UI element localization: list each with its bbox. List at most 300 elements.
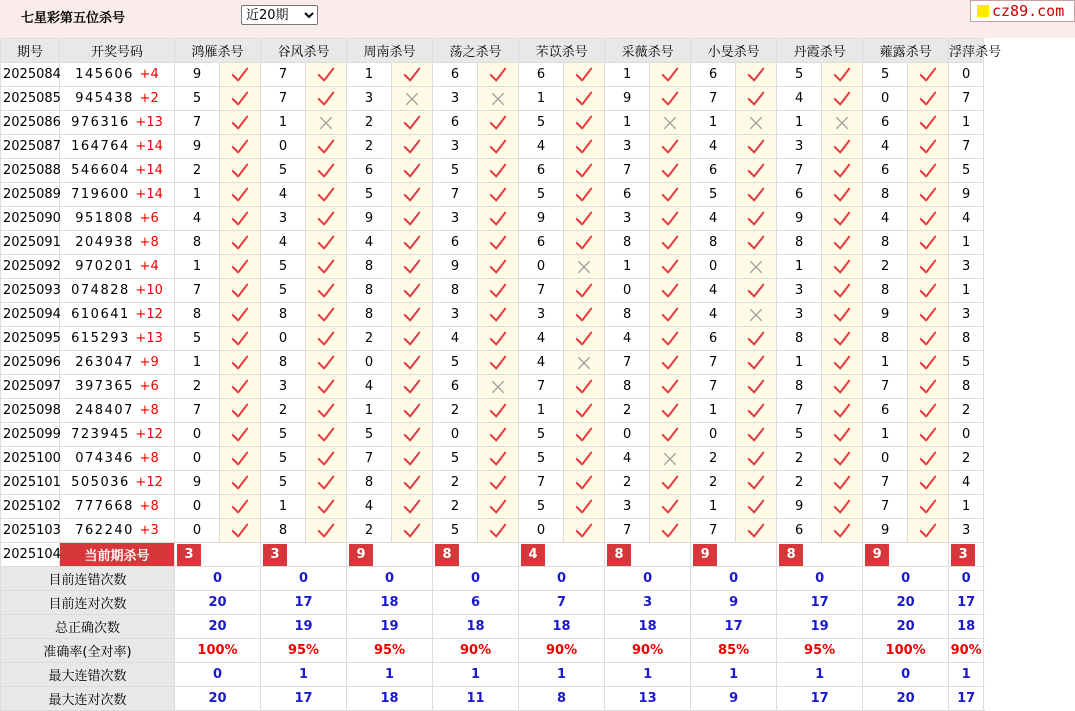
kill-number-cell: 0 [261,135,306,159]
col-header-period: 期号 [1,39,60,63]
kill-number-cell: 2 [175,375,220,399]
kill-number-cell: 8 [605,303,650,327]
result-cell-right [564,231,605,255]
kill-number-cell: 3 [605,207,650,231]
draw-numbers-cell [60,87,175,111]
kill-number-cell: 0 [347,351,392,375]
stats-value: 20 [863,591,949,615]
check-icon [489,354,507,372]
kill-number-cell: 2 [949,447,984,471]
check-icon [919,186,937,204]
stats-value: 20 [863,615,949,639]
result-cell-right [306,519,347,543]
check-icon [747,330,765,348]
result-cell-right [306,207,347,231]
result-cell-right [736,183,777,207]
result-cell-right [478,519,519,543]
kill-number-cell: 4 [605,327,650,351]
result-cell-right [564,327,605,351]
result-cell-right [650,255,691,279]
table-row [1,519,984,543]
kill-number-cell: 8 [863,327,908,351]
check-icon [575,186,593,204]
kill-number-cell: 7 [949,87,984,111]
kill-number-cell: 4 [347,231,392,255]
check-icon [661,522,679,540]
result-cell-right [650,63,691,87]
draw-numbers-cell [60,375,175,399]
result-cell-right [650,423,691,447]
check-icon [833,258,851,276]
result-cell-right [220,495,261,519]
kill-number-cell: 4 [261,231,306,255]
table-row [1,423,984,447]
check-icon [489,426,507,444]
check-icon [489,138,507,156]
kill-number-cell: 6 [777,183,822,207]
check-icon [747,522,765,540]
kill-number-cell: 0 [175,423,220,447]
draw-bonus: +6 [139,379,159,394]
check-icon [661,210,679,228]
check-icon [231,162,249,180]
result-cell-right [908,159,949,183]
stats-value: 85% [691,639,777,663]
stats-value: 18 [347,687,433,711]
kill-number-cell: 6 [433,63,478,87]
result-cell-right [822,87,863,111]
result-cell-right [650,87,691,111]
check-icon [403,186,421,204]
current-kill-cell [863,543,949,567]
result-cell-right [822,231,863,255]
kill-number-cell: 4 [175,207,220,231]
result-cell-right [908,87,949,111]
result-cell-right [220,471,261,495]
kill-number-cell: 4 [605,447,650,471]
kill-number-cell: 6 [433,375,478,399]
draw-numbers-cell [60,231,175,255]
check-icon [919,282,937,300]
kill-number-cell: 4 [433,327,478,351]
stats-value: 1 [433,663,519,687]
check-icon [317,138,335,156]
result-cell-right [392,447,433,471]
kill-number-cell: 6 [863,399,908,423]
result-cell-right [908,207,949,231]
table-row [1,447,984,471]
table-row [1,255,984,279]
current-kill-badge: 3 [951,544,975,566]
kill-number-cell: 1 [261,495,306,519]
kill-number-cell: 7 [691,519,736,543]
check-icon [747,162,765,180]
result-cell-right [478,159,519,183]
check-icon [747,66,765,84]
cross-icon [833,114,851,132]
check-icon [919,354,937,372]
kill-number-cell: 7 [347,447,392,471]
col-header-expert: 周南杀号 [347,39,433,63]
check-icon [661,474,679,492]
kill-number-cell: 0 [433,423,478,447]
period-cell: 2025097 [1,375,60,399]
period-cell: 2025104 [1,543,60,567]
kill-number-cell: 1 [777,111,822,135]
result-cell-right [564,375,605,399]
result-cell-right [650,159,691,183]
check-icon [661,330,679,348]
check-icon [231,450,249,468]
kill-number-cell: 7 [691,375,736,399]
period-cell: 2025101 [1,471,60,495]
result-cell-right [392,111,433,135]
check-icon [575,282,593,300]
kill-number-cell: 0 [949,423,984,447]
check-icon [231,114,249,132]
draw-bonus: +12 [135,307,163,322]
draw-numbers-cell [60,423,175,447]
result-cell-right [822,207,863,231]
draw-numbers-cell [60,279,175,303]
draw-digits: 970201 [75,259,134,274]
stats-value: 17 [777,591,863,615]
kill-number-cell: 1 [949,279,984,303]
stats-value: 20 [175,687,261,711]
result-cell-right [392,207,433,231]
result-cell-right [306,471,347,495]
kill-number-cell: 3 [605,495,650,519]
kill-number-cell: 2 [347,111,392,135]
cross-icon [403,90,421,108]
check-icon [661,306,679,324]
result-cell-right [822,399,863,423]
kill-number-cell: 9 [605,87,650,111]
result-cell-right [822,327,863,351]
check-icon [661,282,679,300]
draw-bonus: +8 [139,403,159,418]
result-cell-right [908,495,949,519]
kill-number-cell: 2 [433,471,478,495]
check-icon [575,474,593,492]
check-icon [575,378,593,396]
check-icon [403,306,421,324]
check-icon [661,426,679,444]
stats-value: 0 [949,567,984,591]
result-cell-right [908,351,949,375]
kill-number-cell: 0 [175,447,220,471]
draw-numbers-cell [60,183,175,207]
check-icon [489,66,507,84]
draw-bonus: +14 [135,139,163,154]
stats-value: 20 [863,687,949,711]
result-cell-wrong [736,303,777,327]
result-cell-right [908,375,949,399]
kill-number-cell: 7 [777,159,822,183]
check-icon [919,306,937,324]
stats-value: 17 [777,687,863,711]
period-cell: 2025103 [1,519,60,543]
result-cell-right [564,471,605,495]
kill-number-cell: 5 [347,423,392,447]
draw-bonus: +4 [139,67,159,82]
kill-number-cell: 5 [777,63,822,87]
stats-value: 90% [433,639,519,663]
site-logo[interactable] [970,0,1075,22]
check-icon [403,330,421,348]
draw-bonus: +8 [139,499,159,514]
stats-label: 目前连错次数 [1,567,175,591]
kill-number-cell: 7 [433,183,478,207]
draw-digits: 505036 [71,475,130,490]
result-cell-right [478,183,519,207]
kill-number-cell: 9 [347,207,392,231]
result-cell-right [650,519,691,543]
result-cell-right [306,63,347,87]
check-icon [833,426,851,444]
kill-number-cell: 0 [175,519,220,543]
result-cell-right [908,399,949,423]
kill-number-cell: 7 [863,495,908,519]
kill-number-cell: 2 [433,399,478,423]
draw-digits: 719600 [71,187,130,202]
result-cell-right [564,423,605,447]
check-icon [231,234,249,252]
check-icon [489,306,507,324]
check-icon [403,234,421,252]
check-icon [403,210,421,228]
result-cell-wrong [478,375,519,399]
draw-digits: 976316 [71,115,130,130]
kill-number-cell: 3 [605,135,650,159]
result-cell-right [220,519,261,543]
result-cell-right [478,255,519,279]
kill-number-cell: 2 [605,399,650,423]
result-cell-right [908,183,949,207]
stats-value: 17 [949,687,984,711]
check-icon [919,114,937,132]
stats-value: 18 [605,615,691,639]
kill-number-cell: 9 [433,255,478,279]
check-icon [575,522,593,540]
kill-number-cell: 5 [261,255,306,279]
check-icon [575,450,593,468]
check-icon [317,402,335,420]
check-icon [661,354,679,372]
result-cell-right [564,519,605,543]
result-cell-right [220,231,261,255]
col-header-expert: 谷风杀号 [261,39,347,63]
check-icon [575,138,593,156]
check-icon [747,186,765,204]
kill-number-cell: 3 [777,135,822,159]
result-cell-right [478,495,519,519]
check-icon [403,282,421,300]
stats-value: 0 [519,567,605,591]
result-cell-right [478,135,519,159]
kill-number-cell: 1 [949,231,984,255]
kill-number-cell: 0 [605,279,650,303]
result-cell-right [392,327,433,351]
check-icon [403,162,421,180]
result-cell-right [736,351,777,375]
draw-digits: 951808 [75,211,134,226]
check-icon [317,354,335,372]
check-icon [833,162,851,180]
kill-number-cell: 3 [777,303,822,327]
check-icon [919,450,937,468]
kill-number-cell: 6 [519,231,564,255]
check-icon [231,426,249,444]
check-icon [231,498,249,516]
check-icon [575,66,593,84]
period-cell: 2025092 [1,255,60,279]
kill-number-cell: 9 [777,207,822,231]
period-cell: 2025085 [1,87,60,111]
col-header-numbers: 开奖号码 [60,39,175,63]
result-cell-right [822,471,863,495]
result-cell-right [478,63,519,87]
logo-text: cz89.com [992,2,1065,20]
stats-label: 总正确次数 [1,615,175,639]
table-row [1,471,984,495]
check-icon [575,234,593,252]
check-icon [575,162,593,180]
result-cell-right [908,471,949,495]
kill-number-cell: 4 [519,327,564,351]
kill-number-cell: 8 [261,519,306,543]
draw-numbers-cell [60,519,175,543]
check-icon [919,258,937,276]
check-icon [575,90,593,108]
result-cell-wrong [736,111,777,135]
stats-label: 最大连错次数 [1,663,175,687]
check-icon [747,378,765,396]
stats-value: 13 [605,687,691,711]
kill-number-cell: 2 [605,471,650,495]
kill-number-cell: 5 [433,159,478,183]
kill-number-cell: 9 [949,183,984,207]
result-cell-right [736,159,777,183]
kill-number-cell: 1 [949,495,984,519]
table-header-row [1,39,984,63]
kill-number-cell: 8 [175,303,220,327]
current-kill-badge: 8 [607,544,631,566]
result-cell-right [908,135,949,159]
stats-row [1,639,984,663]
kill-number-cell: 4 [863,135,908,159]
result-cell-right [650,231,691,255]
draw-digits: 762240 [75,523,134,538]
result-cell-wrong [306,111,347,135]
stats-value: 1 [949,663,984,687]
check-icon [317,186,335,204]
period-cell: 2025089 [1,183,60,207]
result-cell-right [564,135,605,159]
result-cell-right [908,447,949,471]
kill-number-cell: 3 [949,303,984,327]
check-icon [747,474,765,492]
kill-number-cell: 7 [605,351,650,375]
result-cell-right [908,327,949,351]
kill-number-cell: 4 [691,135,736,159]
result-cell-right [564,495,605,519]
kill-number-cell: 4 [261,183,306,207]
stats-label: 最大连对次数 [1,687,175,711]
result-cell-right [220,351,261,375]
result-cell-wrong [650,447,691,471]
check-icon [489,330,507,348]
kill-number-cell: 2 [777,447,822,471]
result-cell-right [306,135,347,159]
stats-value: 0 [175,567,261,591]
check-icon [575,210,593,228]
check-icon [833,90,851,108]
kill-number-cell: 7 [175,111,220,135]
draw-digits: 074828 [71,283,130,298]
kill-number-cell: 1 [605,255,650,279]
draw-numbers-cell [60,399,175,423]
col-header-expert: 浮萍杀号 [949,39,984,63]
result-cell-wrong [564,351,605,375]
cross-icon [661,114,679,132]
kill-number-cell: 9 [519,207,564,231]
check-icon [833,474,851,492]
table-row [1,207,984,231]
draw-numbers-cell [60,207,175,231]
kill-number-table [0,38,1002,711]
kill-number-cell: 3 [261,375,306,399]
stats-value: 18 [347,591,433,615]
stats-value: 95% [347,639,433,663]
table-row [1,303,984,327]
draw-bonus: +3 [139,523,159,538]
check-icon [403,378,421,396]
period-range-select[interactable] [241,5,318,25]
check-icon [575,306,593,324]
kill-number-cell: 6 [347,159,392,183]
check-icon [489,522,507,540]
result-cell-wrong [478,87,519,111]
kill-number-cell: 8 [949,375,984,399]
check-icon [919,66,937,84]
col-header-expert: 小旻杀号 [691,39,777,63]
kill-number-cell: 2 [691,471,736,495]
kill-number-cell: 0 [605,423,650,447]
check-icon [489,402,507,420]
draw-bonus: +13 [135,331,163,346]
stats-value: 3 [605,591,691,615]
result-cell-right [650,183,691,207]
period-cell: 2025100 [1,447,60,471]
result-cell-right [478,351,519,375]
cross-icon [747,114,765,132]
kill-number-cell: 5 [863,63,908,87]
check-icon [317,282,335,300]
result-cell-right [736,207,777,231]
check-icon [747,354,765,372]
kill-number-cell: 6 [863,111,908,135]
result-cell-right [392,375,433,399]
result-cell-wrong [392,87,433,111]
check-icon [747,426,765,444]
kill-number-cell: 1 [777,351,822,375]
result-cell-right [392,471,433,495]
kill-number-cell: 4 [777,87,822,111]
stats-value: 95% [261,639,347,663]
table-row [1,135,984,159]
result-cell-right [650,135,691,159]
